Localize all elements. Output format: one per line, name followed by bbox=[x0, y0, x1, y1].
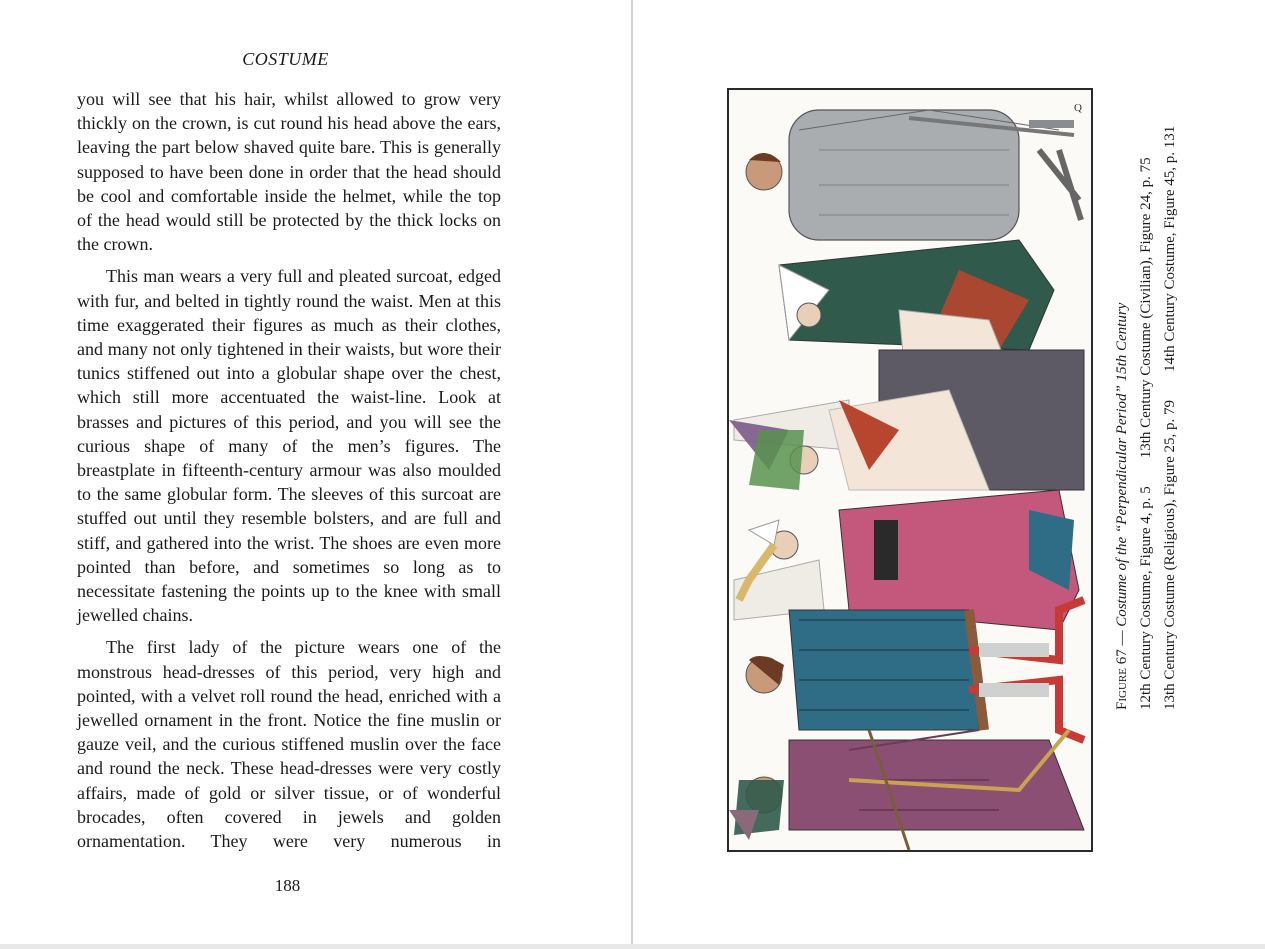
lady-headdress-figure bbox=[729, 350, 1084, 490]
caption-title-line bbox=[1110, 240, 1134, 710]
figure-reference: 14th Century Costume, Figure 45, p. 131 bbox=[1162, 125, 1178, 373]
artist-monogram: Q bbox=[1074, 102, 1082, 114]
figure-label: Figure 67 bbox=[1114, 649, 1130, 710]
running-head: COSTUME bbox=[242, 49, 329, 69]
caption-rotated bbox=[1110, 125, 1195, 710]
caption-refs-row bbox=[1134, 157, 1158, 710]
caption-dash: — bbox=[1114, 626, 1130, 650]
figure-caption bbox=[1110, 125, 1195, 710]
paragraph: you will see that his hair, whilst allowed to grow very thickly on the crown, is cut round his head above the ears, leaving the part below shaved quite bare. This is generally supposed to have been done in order that the head should be cool and comfortable inside the helmet, while the top of the head would still be protected by the thick locks on the crown. bbox=[77, 89, 501, 255]
figure-title: Costume of the “Perpendicular Period” 15th Century bbox=[1114, 302, 1130, 627]
figure-reference: 12th Century Costume, Figure 4, p. 5 bbox=[1138, 486, 1154, 710]
page-number: 188 bbox=[274, 876, 301, 895]
body-text bbox=[77, 87, 501, 861]
man-purple-robe-figure bbox=[729, 730, 1084, 850]
costume-figures-drawing bbox=[729, 90, 1091, 850]
lady-pink-gown-figure bbox=[734, 490, 1079, 630]
paragraph: This man wears a very full and pleated surcoat, edged with fur, and belted in tightly round the waist. Men at this time exaggerated their figures as much as their clothes, and many not only tightened in their waists, but wore their tunics stiffened out into a globular shape over the chest, which still more accentuated the waist-line. Look at brasses and pictures of this period, and you will see the curious shape of many of the men’s figures. The breastplate in fifteenth-century armour was also moulded to the same globular form. The sleeves of this surcoat are stuffed out until they resemble bolsters, and are full and stiff, and gathered into the wrist. The shoes are even more pointed than before, and sometimes so long as to necessitate fastening the points up to the knee with small jewelled chains. bbox=[77, 266, 501, 626]
left-page bbox=[0, 0, 631, 944]
figure-reference: 13th Century Costume (Religious), Figure 25, p. 79 bbox=[1162, 400, 1178, 710]
figure-reference: 13th Century Costume (Civilian), Figure 24, p. 75 bbox=[1138, 157, 1154, 459]
costume-illustration bbox=[727, 88, 1093, 852]
caption-refs-row bbox=[1158, 125, 1182, 710]
viewer-bottom-edge bbox=[0, 944, 1265, 949]
knight-figure bbox=[746, 110, 1081, 240]
paragraph: The first lady of the picture wears one of the monstrous head-dresses of this period, very high and pointed, with a velvet roll round the head, enriched with a jewelled ornament in the front. Notice the fine muslin or gauze veil, and the curious stiffened muslin over the face and round the neck. These head-dresses were very costly affairs, made of gold or silver tissue, or of wonderful brocades, often covered in jewels and golden ornamentation. They were very numerous in bbox=[77, 637, 501, 852]
